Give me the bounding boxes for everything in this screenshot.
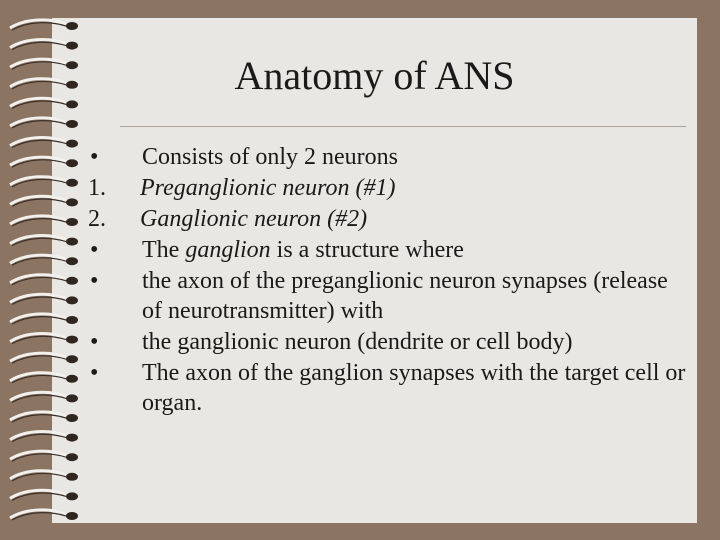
binding-hole	[66, 336, 78, 344]
list-marker: 1.	[88, 175, 106, 201]
text-run: Consists of only 2 neurons	[142, 144, 399, 170]
binding-hole	[66, 179, 78, 187]
binding-hole	[66, 355, 78, 363]
list-item-text	[142, 266, 688, 326]
list-item-text	[140, 173, 688, 203]
binding-hole	[66, 473, 78, 481]
list-item-text	[142, 142, 688, 172]
binding-hole	[66, 120, 78, 128]
text-run: Preganglionic neuron (#1)	[140, 175, 396, 201]
list-item	[88, 173, 688, 203]
list-item	[88, 142, 688, 172]
text-run: the ganglionic neuron (dendrite or cell body)	[142, 329, 573, 355]
binding-hole	[66, 238, 78, 246]
slide-title: Anatomy of ANS	[234, 53, 515, 98]
binding-hole	[66, 140, 78, 148]
list-item-text	[142, 358, 688, 418]
text-run: ganglion	[185, 237, 271, 263]
list-item	[88, 235, 688, 265]
list-marker: •	[90, 329, 99, 355]
list-marker: •	[90, 268, 99, 294]
title-divider	[120, 126, 686, 127]
binding-hole	[66, 22, 78, 30]
binding-hole	[66, 375, 78, 383]
list-item	[88, 358, 688, 418]
list-item	[88, 327, 688, 357]
binding-hole	[66, 198, 78, 206]
binding-hole	[66, 414, 78, 422]
text-run: Ganglionic neuron (#2)	[140, 206, 368, 232]
list-item-text	[142, 327, 688, 357]
list-marker: •	[90, 144, 99, 170]
text-run: the axon of the preganglionic neuron synapses (release of neurotransmitter) with	[142, 268, 668, 324]
text-run: The	[142, 237, 186, 263]
text-run: The axon of the ganglion synapses with the target cell or organ.	[142, 360, 686, 416]
binding-hole	[66, 296, 78, 304]
binding-hole	[66, 218, 78, 226]
binding-hole	[66, 159, 78, 167]
list-item	[88, 266, 688, 326]
binding-hole	[66, 394, 78, 402]
binding-hole	[66, 453, 78, 461]
binding-hole	[66, 277, 78, 285]
binding-hole	[66, 316, 78, 324]
binding-hole	[66, 42, 78, 50]
list-item	[88, 204, 688, 234]
binding-hole	[66, 512, 78, 520]
binding-hole	[66, 434, 78, 442]
binding-hole	[66, 257, 78, 265]
bullet-list	[88, 142, 688, 419]
list-item-text	[140, 204, 688, 234]
text-run: is a structure where	[270, 237, 464, 263]
binding-hole	[66, 100, 78, 108]
binding-hole	[66, 492, 78, 500]
list-item-text	[142, 235, 688, 265]
list-marker: 2.	[88, 206, 106, 232]
list-marker: •	[90, 360, 99, 386]
list-marker: •	[90, 237, 99, 263]
